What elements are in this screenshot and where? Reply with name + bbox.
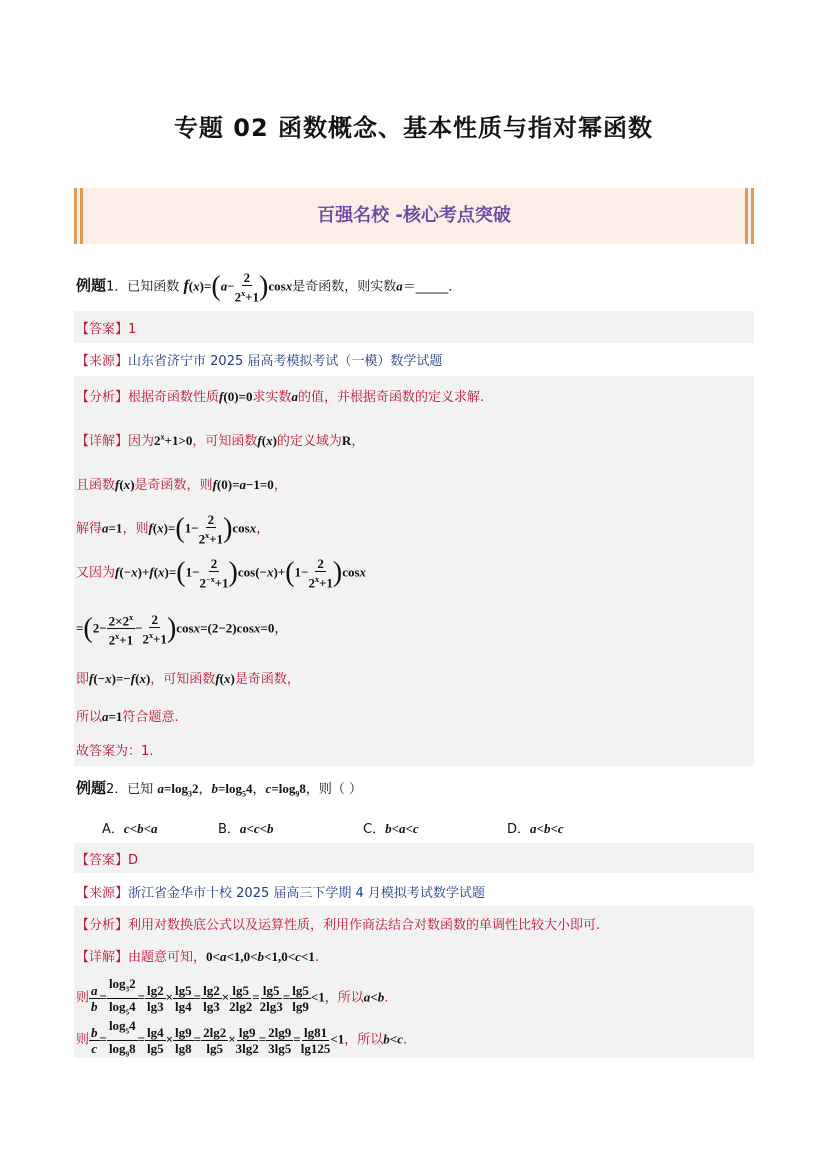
detail-1-line8: 故答案为：1.: [76, 744, 154, 759]
detail-1-line1: 【详解】因为$2^x+1>0$，可知函数f(x)的定义域为R，: [76, 432, 365, 449]
example-2-question: 例题2．已知 $a=\log_32$，$b=\log_54$，$c=\log_98$，则（ ）: [76, 779, 362, 799]
source-1: 【来源】山东省济宁市 2025 届高考模拟考试（一模）数学试题: [76, 354, 443, 369]
detail-1-line6: 即f(−x)=−f(x)，可知函数f(x)是奇函数，: [76, 671, 300, 687]
analysis-2: 【分析】利用对数换底公式以及运算性质，利用作商法结合对数函数的单调性比较大小即可.: [76, 918, 601, 933]
option-c: C．b<a<c: [363, 821, 419, 837]
detail-1-line5: =(2− $\frac{2\times 2^x}{2^x+1}$ − $\frac{2}{2^x+1}$ )cosx=(2−2)cosx=0，: [76, 611, 288, 648]
example-1-question: 例题1．已知函数 f(x)=(a− $\frac{2}{2^x+1}$ )cosx是奇函数，则实数a＝_____．: [76, 270, 462, 305]
option-a: A．c<b<a: [102, 821, 158, 837]
analysis-1: 【分析】根据奇函数性质f(0)=0求实数a的值，并根据奇函数的定义求解.: [76, 389, 485, 405]
answer-2: 【答案】D: [76, 853, 139, 868]
detail-2-line2: 则 $\frac{a}{b}$ = $\frac{\log_32}{\log_54}$ = $\frac{\lg 2}{\lg 3}$ × $\frac{\lg 5}{\lg 4}$ = $\frac{\lg 2}{\lg 3}$ × $\frac{\lg 5}{2\lg 2}$ = $\frac{\lg 5}{2\lg 3}$ = $\frac{\lg 5}{\lg 9}$ <1，所以a<b.: [76, 976, 389, 1017]
detail-2-line3: 则 $\frac{b}{c}$ = $\frac{\log_54}{\log_98}$ = $\frac{\lg 4}{\lg 5}$ × $\frac{\lg 9}{\lg 8}$ = $\frac{2\lg 2}{\lg 5}$ × $\frac{\lg 9}{3\lg 2}$ = $\frac{2\lg 9}{3\lg 5}$ = $\frac{\lg 81}{\lg 125}$ <1，所以b<c.: [76, 1018, 408, 1059]
detail-1-line4: 又因为f(−x)+f(x)=(1− $\frac{2}{2^{-x}+1}$ )cos(−x)+(1− $\frac{2}{2^x+1}$ )cosx: [76, 556, 367, 591]
source-2: 【来源】浙江省金华市十校 2025 届高三下学期 4 月模拟考试数学试题: [76, 886, 485, 901]
detail-2-line1: 【详解】由题意可知，0<a<1,0<b<1,0<c<1.: [76, 949, 319, 965]
section-banner: [74, 188, 754, 244]
page-title: 专题 02 函数概念、基本性质与指对幂函数: [173, 114, 654, 142]
detail-1-line2: 且函数f(x)是奇函数，则f(0)=a−1=0，: [76, 477, 287, 493]
option-d: D．a<b<c: [507, 821, 564, 837]
answer-1: 【答案】1: [76, 322, 137, 337]
detail-1-line7: 所以a=1符合题意.: [76, 709, 179, 725]
detail-1-line3: 解得a=1，则f(x)=(1− $\frac{2}{2^x+1}$ )cosx，: [76, 512, 270, 547]
banner-title: 百强名校 -核心考点突破: [317, 205, 511, 226]
option-b: B．a<c<b: [218, 821, 274, 837]
